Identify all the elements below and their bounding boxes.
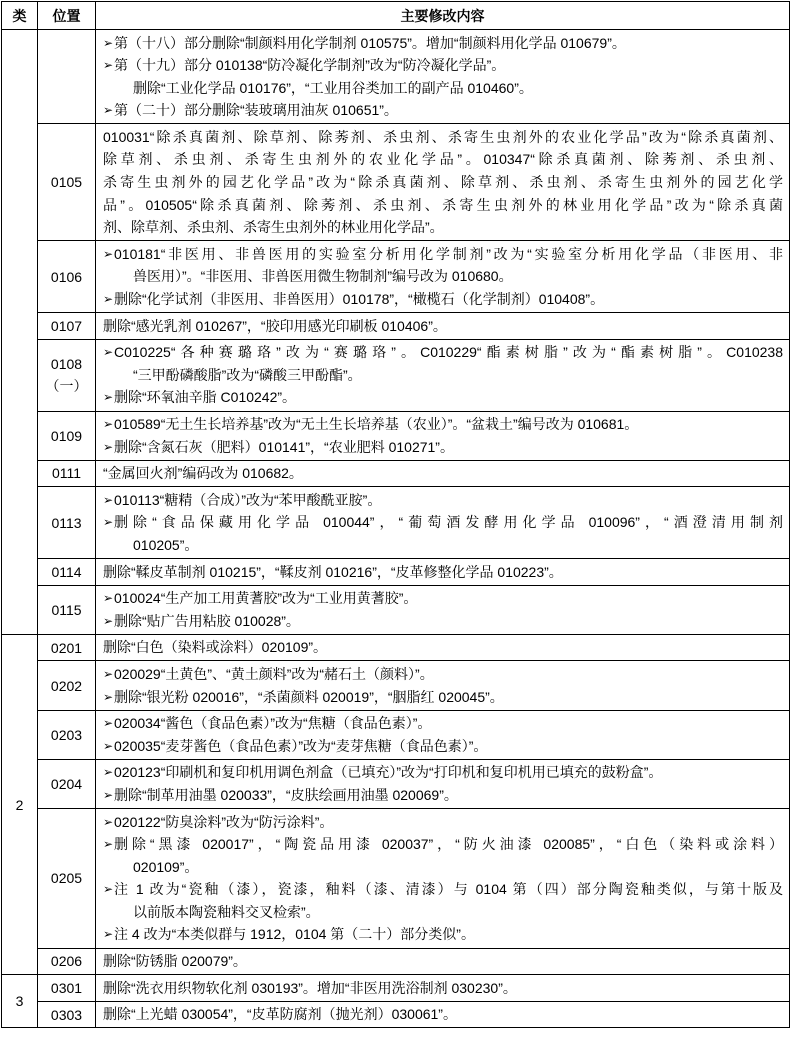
content-line-text: 注 1 改为“瓷釉（漆），瓷漆，釉料（漆、清漆）与 0104 第（四）部分陶瓷釉类似，与第十版及 xyxy=(114,881,783,898)
bullet-arrow-icon: ➢ xyxy=(103,613,114,628)
bullet-arrow-icon: ➢ xyxy=(103,515,114,530)
bullet-arrow-icon: ➢ xyxy=(103,927,114,942)
bullet-arrow-icon: ➢ xyxy=(103,814,114,829)
bullet-item xyxy=(103,878,783,923)
position-cell: 0202 xyxy=(38,661,96,710)
class-cell xyxy=(2,30,38,635)
content-line-text: 020122“防臭涂料”改为“防污涂料”。 xyxy=(114,813,334,830)
table-row xyxy=(2,313,790,340)
position-cell: 0301 xyxy=(38,975,96,1002)
bullet-arrow-icon: ➢ xyxy=(103,103,114,118)
content-cell xyxy=(96,241,790,313)
content-line-text: 删除“黑漆 020017”，“陶瓷品用漆 020037”，“防火油漆 020085”，“白色（染料或涂料） xyxy=(114,836,783,853)
content-cell xyxy=(96,30,790,124)
bullet-arrow-icon: ➢ xyxy=(103,345,114,360)
table-row xyxy=(2,975,790,1002)
position-cell: 0201 xyxy=(38,634,96,661)
text-item xyxy=(103,1003,783,1026)
bullet-arrow-icon: ➢ xyxy=(103,292,114,307)
content-cell xyxy=(96,975,790,1002)
content-cell xyxy=(96,634,790,661)
position-cell: 0107 xyxy=(38,313,96,340)
table-row xyxy=(2,487,790,559)
table-row xyxy=(2,710,790,759)
position-cell: 0115 xyxy=(38,585,96,634)
bullet-arrow-icon: ➢ xyxy=(103,492,114,507)
content-line xyxy=(103,386,783,409)
table-row xyxy=(2,759,790,808)
content-line-text: 注 4 改为“本类似群与 1912，0104 第（二十）部分类似”。 xyxy=(114,926,475,943)
header-row xyxy=(2,2,790,30)
content-line xyxy=(103,610,783,633)
bullet-item xyxy=(103,99,783,122)
table-row xyxy=(2,948,790,975)
content-line-text: C010225“各种赛璐珞”改为“赛璐珞”。C010229“酯素树脂”改为“酯素树脂”。C010238 xyxy=(114,344,783,361)
text-item xyxy=(103,462,783,485)
bullet-item xyxy=(103,489,783,512)
bullet-item xyxy=(103,686,783,709)
content-line xyxy=(103,784,783,807)
content-line xyxy=(103,878,783,901)
content-line-text: 010024“生产加工用黄蓍胶”改为“工业用黄蓍胶”。 xyxy=(114,590,418,607)
position-cell: 0106 xyxy=(38,241,96,313)
bullet-item xyxy=(103,663,783,686)
content-line-text: 第（十九）部分 010138“防冷凝化学制剂”改为“防冷凝化学品”。 xyxy=(114,57,506,74)
content-line-text: 删除“环氧油辛脂 C010242”。 xyxy=(114,389,297,406)
position-cell: 0206 xyxy=(38,948,96,975)
bullet-arrow-icon: ➢ xyxy=(103,837,114,852)
table-row xyxy=(2,339,790,411)
content-cell xyxy=(96,487,790,559)
table-row xyxy=(2,460,790,487)
content-cell xyxy=(96,948,790,975)
content-cell xyxy=(96,339,790,411)
position-cell: 0111 xyxy=(38,460,96,487)
content-line: 020109”。 xyxy=(133,858,199,875)
bullet-arrow-icon: ➢ xyxy=(103,689,114,704)
content-line: “金属回火剂”编码改为 010682。 xyxy=(103,465,303,482)
bullet-arrow-icon: ➢ xyxy=(103,666,114,681)
content-line xyxy=(103,811,783,834)
table-row xyxy=(2,661,790,710)
content-line-text: 第（十八）部分删除“制颜料用化学制剂 010575”。增加“制颜料用化学品 010679”。 xyxy=(114,34,626,51)
content-line xyxy=(103,833,783,856)
content-line-text: 删除“化学试剂（非医用、非兽医用）010178”，“橄榄石（化学制剂）010408”。 xyxy=(114,291,605,308)
content-cell xyxy=(96,124,790,241)
content-line-text: 删除“食品保藏用化学品 010044”，“葡萄酒发酵用化学品 010096”，“酒澄清用制剂 xyxy=(114,514,783,531)
content-cell xyxy=(96,661,790,710)
bullet-item xyxy=(103,243,783,288)
class-cell: 2 xyxy=(2,634,38,974)
bullet-item xyxy=(103,413,783,436)
content-line xyxy=(103,587,783,610)
table-row xyxy=(2,241,790,313)
content-line: 以前版本陶瓷釉料交叉检索”。 xyxy=(133,903,320,920)
table-header xyxy=(2,2,790,30)
header-class: 类 xyxy=(2,2,38,30)
bullet-arrow-icon: ➢ xyxy=(103,35,114,50)
content-line: 删除“洗衣用织物软化剂 030193”。增加“非医用洗浴制剂 030230”。 xyxy=(103,979,517,996)
table-row xyxy=(2,809,790,949)
content-line xyxy=(103,436,783,459)
bullet-item xyxy=(103,54,783,99)
content-line: 剂、除草剂、杀虫剂、杀寄生虫剂外的林业用化学品”。 xyxy=(103,219,444,236)
bullet-arrow-icon: ➢ xyxy=(103,738,114,753)
table-row xyxy=(2,1001,790,1028)
bullet-item xyxy=(103,784,783,807)
bullet-arrow-icon: ➢ xyxy=(103,591,114,606)
content-line xyxy=(103,32,783,55)
bullet-arrow-icon: ➢ xyxy=(103,390,114,405)
content-line: 删除“感光乳剂 010267”，“胶印用感光印刷板 010406”。 xyxy=(103,317,447,334)
content-line xyxy=(103,99,783,122)
table-row xyxy=(2,634,790,661)
position-cell: 0204 xyxy=(38,759,96,808)
bullet-item xyxy=(103,811,783,834)
table-row xyxy=(2,30,790,124)
content-line xyxy=(103,923,783,946)
content-line: 删除“防锈脂 020079”。 xyxy=(103,953,247,970)
position-cell: 0205 xyxy=(38,809,96,949)
content-line: 品”。010505“除杀真菌剂、除莠剂、杀虫剂、杀寄生虫剂外的林业用化学品”改为“除杀真菌 xyxy=(103,196,783,213)
content-line: 删除“上光蜡 030054”，“皮革防腐剂（抛光剂）030061”。 xyxy=(103,1006,457,1023)
text-item xyxy=(103,126,783,239)
content-line xyxy=(103,511,783,534)
content-line xyxy=(103,288,783,311)
bullet-item xyxy=(103,923,783,946)
text-item xyxy=(103,636,783,659)
content-line-text: 010113“糖精（合成）”改为“苯甲酸酰亚胺”。 xyxy=(114,491,382,508)
bullet-arrow-icon: ➢ xyxy=(103,765,114,780)
content-line-text: 第（二十）部分删除“装玻璃用油灰 010651”。 xyxy=(114,102,398,119)
bullet-arrow-icon: ➢ xyxy=(103,716,114,731)
content-line-text: 020035“麦芽酱色（食品色素）”改为“麦芽焦糖（食品色素）”。 xyxy=(114,737,488,754)
content-line xyxy=(103,663,783,686)
table-row xyxy=(2,411,790,460)
header-position: 位置 xyxy=(38,2,96,30)
table-body xyxy=(2,30,790,1028)
text-item xyxy=(103,977,783,1000)
content-cell xyxy=(96,1001,790,1028)
content-line: 兽医用）”。“非医用、非兽医用微生物制剂”编号改为 010680。 xyxy=(133,268,513,285)
bullet-item xyxy=(103,341,783,386)
content-line xyxy=(103,341,783,364)
content-cell xyxy=(96,585,790,634)
content-line: 杀寄生虫剂外的园艺化学品”改为“除杀真菌剂、除草剂、杀虫剂、杀寄生虫剂外的园艺化学 xyxy=(103,174,783,191)
content-line-text: 010589“无土生长培养基”改为“无土生长培养基（农业）”。“盆栽土”编号改为 010681。 xyxy=(114,416,639,432)
bullet-item xyxy=(103,386,783,409)
content-line xyxy=(103,243,783,266)
bullet-item xyxy=(103,288,783,311)
bullet-item xyxy=(103,833,783,878)
content-line: 删除“鞣皮革制剂 010215”，“鞣皮剂 010216”，“皮革修整化学品 010223”。 xyxy=(103,563,563,580)
bullet-arrow-icon: ➢ xyxy=(103,787,114,802)
content-line xyxy=(103,735,783,758)
content-line-text: 020034“酱色（食品色素）”改为“焦糖（食品色素）”。 xyxy=(114,715,432,732)
position-cell: 0114 xyxy=(38,559,96,586)
content-line-text: 删除“制革用油墨 020033”，“皮肤绘画用油墨 020069”。 xyxy=(114,786,458,803)
content-line-text: 删除“贴广告用粘胶 010028”。 xyxy=(114,612,300,629)
header-content: 主要修改内容 xyxy=(96,2,790,30)
bullet-item xyxy=(103,436,783,459)
position-cell: 0203 xyxy=(38,710,96,759)
bullet-item xyxy=(103,32,783,55)
content-cell xyxy=(96,710,790,759)
content-cell xyxy=(96,313,790,340)
content-cell xyxy=(96,411,790,460)
content-line xyxy=(103,686,783,709)
content-line-text: 010181“非医用、非兽医用的实验室分析用化学制剂”改为“实验室分析用化学品（非医用、非 xyxy=(114,245,783,262)
content-line: 删除“白色（染料或涂料）020109”。 xyxy=(103,639,328,656)
content-line-text: 删除“含氮石灰（肥料）010141”，“农业肥料 010271”。 xyxy=(114,438,454,455)
bullet-item xyxy=(103,511,783,556)
content-line-text: 删除“银光粉 020016”，“杀菌颜料 020019”，“胭脂红 020045”。 xyxy=(114,688,504,705)
content-cell xyxy=(96,460,790,487)
modification-table xyxy=(1,1,790,1028)
bullet-arrow-icon: ➢ xyxy=(103,58,114,73)
content-line: 010031“除杀真菌剂、除草剂、除莠剂、杀虫剂、杀寄生虫剂外的农业化学品”改为“除杀真菌剂、 xyxy=(103,128,783,145)
position-cell: 0108 （一） xyxy=(38,339,96,411)
text-item xyxy=(103,315,783,338)
bullet-item xyxy=(103,610,783,633)
bullet-item xyxy=(103,712,783,735)
content-line: “三甲酚磷酸脂”改为“磷酸三甲酚酯”。 xyxy=(133,366,362,383)
bullet-arrow-icon: ➢ xyxy=(103,882,114,897)
bullet-arrow-icon: ➢ xyxy=(103,246,114,261)
content-line: 除草剂、杀虫剂、杀寄生虫剂外的农业化学品”。010347“除杀真菌剂、除莠剂、杀虫剂、 xyxy=(103,151,783,168)
content-cell xyxy=(96,559,790,586)
content-line xyxy=(103,54,783,77)
bullet-arrow-icon: ➢ xyxy=(103,439,114,454)
table-row xyxy=(2,585,790,634)
content-line xyxy=(103,413,783,436)
table-row xyxy=(2,559,790,586)
content-line-text: 020029“土黄色”、“黄土颜料”改为“赭石土（颜料）”。 xyxy=(114,665,434,682)
bullet-item xyxy=(103,735,783,758)
content-line-text: 020123“印刷机和复印机用调色剂盒（已填充）”改为“打印机和复印机用已填充的鼓粉盒”。 xyxy=(114,764,663,781)
position-cell: 0113 xyxy=(38,487,96,559)
content-cell xyxy=(96,809,790,949)
position-cell: 0105 xyxy=(38,124,96,241)
content-line: 010205”。 xyxy=(133,536,199,553)
position-cell: 0109 xyxy=(38,411,96,460)
content-line xyxy=(103,761,783,784)
text-item xyxy=(103,950,783,973)
position-cell xyxy=(38,30,96,124)
content-line: 删除“工业化学品 010176”，“工业用谷类加工的副产品 010460”。 xyxy=(133,79,533,96)
class-cell: 3 xyxy=(2,975,38,1028)
content-line xyxy=(103,712,783,735)
content-line xyxy=(103,489,783,512)
bullet-item xyxy=(103,587,783,610)
bullet-arrow-icon: ➢ xyxy=(103,417,114,431)
text-item xyxy=(103,561,783,584)
table-row xyxy=(2,124,790,241)
content-cell xyxy=(96,759,790,808)
bullet-item xyxy=(103,761,783,784)
position-cell: 0303 xyxy=(38,1001,96,1028)
